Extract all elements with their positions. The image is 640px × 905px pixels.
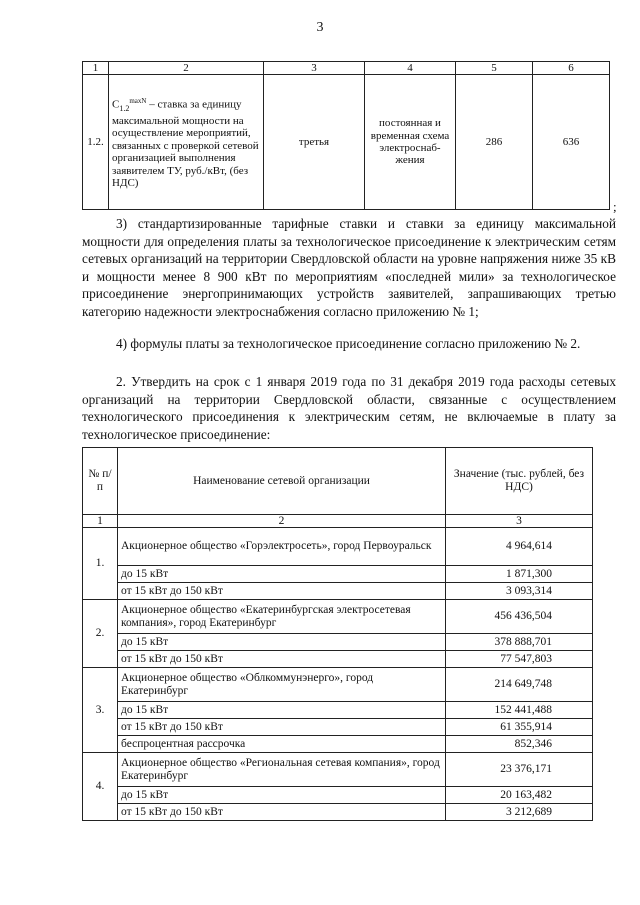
col-header-name: Наименование сетевой организации bbox=[118, 448, 446, 515]
col-num-2: 2 bbox=[109, 62, 264, 75]
col-num-3: 3 bbox=[264, 62, 365, 75]
col-num-1: 1 bbox=[83, 62, 109, 75]
rate-text: – ставка за единицу максимальной мощности на осуществление мероприятий, связанных с проверкой сетевой организацией выполнения заявителем ТУ, руб./кВт, (без НДС) bbox=[112, 98, 259, 189]
rates-table bbox=[82, 61, 610, 210]
table-row bbox=[83, 528, 593, 566]
row-label: до 15 кВт bbox=[118, 634, 446, 651]
row-number: 1.2. bbox=[83, 75, 109, 210]
expenses-table bbox=[82, 447, 593, 821]
table-row bbox=[83, 787, 593, 804]
table-row bbox=[83, 75, 610, 210]
paragraph-3: 3) стандартизированные тарифные ставки и ставки за единицу максимальной мощности для определения платы за технологическое присоединение к электрическим сетям сетевых организаций на территории Свердловской области на уровне напряжения ниже 35 кВ и мощности менее 8 900 кВт по мероприятиям «последней мили» за технологическое присоединение энергопринимающих устройств заявителей, запрашивающих третью категорию надежности электроснабжения согласно приложению № 1; bbox=[82, 216, 616, 319]
row-label: от 15 кВт до 150 кВт bbox=[118, 583, 446, 600]
org-number: 4. bbox=[83, 753, 118, 821]
rate-superscript: maxN bbox=[129, 96, 147, 105]
org-total: 4 964,614 bbox=[446, 528, 593, 566]
column-numbers-row bbox=[83, 515, 593, 528]
row-label: беспроцентная рассрочка bbox=[118, 736, 446, 753]
col-num-1: 1 bbox=[83, 515, 118, 528]
org-name: Акционерное общество «Облкоммунэнерго», город Екатеринбург bbox=[118, 668, 446, 702]
row-label: от 15 кВт до 150 кВт bbox=[118, 651, 446, 668]
row-value: 3 212,689 bbox=[446, 804, 593, 821]
row-value: 3 093,314 bbox=[446, 583, 593, 600]
table-row bbox=[83, 719, 593, 736]
row-value: 61 355,914 bbox=[446, 719, 593, 736]
row-label: от 15 кВт до 150 кВт bbox=[118, 804, 446, 821]
org-name: Акционерное общество «Горэлектросеть», город Первоуральск bbox=[118, 528, 446, 566]
paragraph-4: 4) формулы платы за технологическое присоединение согласно приложению № 2. bbox=[116, 336, 581, 351]
org-total: 214 649,748 bbox=[446, 668, 593, 702]
table-row bbox=[83, 736, 593, 753]
table-row bbox=[83, 566, 593, 583]
org-total: 23 376,171 bbox=[446, 753, 593, 787]
row-label: до 15 кВт bbox=[118, 702, 446, 719]
paragraph-decision-2: 2. Утвердить на срок с 1 января 2019 года по 31 декабря 2019 года расходы сетевых организаций на территории Свердловской области, связанные с осуществлением технологического присоединения к электрическим сетям, не включаемые в плату за технологическое присоединение: bbox=[82, 374, 616, 442]
org-number: 3. bbox=[83, 668, 118, 753]
supply-scheme: постоянная и временная схема электроснаб-жения bbox=[365, 75, 456, 210]
rate-symbol: C bbox=[112, 98, 120, 111]
col-header-no: № п/п bbox=[83, 448, 118, 515]
row-label: до 15 кВт bbox=[118, 787, 446, 804]
org-number: 2. bbox=[83, 600, 118, 668]
semicolon: ; bbox=[613, 199, 617, 214]
org-number: 1. bbox=[83, 528, 118, 600]
table-row bbox=[83, 583, 593, 600]
table-header-row bbox=[83, 62, 610, 75]
col-header-value: Значение (тыс. рублей, без НДС) bbox=[446, 448, 593, 515]
org-name: Акционерное общество «Екатеринбургская электросетевая компания», город Екатеринбург bbox=[118, 600, 446, 634]
row-value: 20 163,482 bbox=[446, 787, 593, 804]
rate-subscript: 1.2 bbox=[119, 103, 130, 113]
row-value: 152 441,488 bbox=[446, 702, 593, 719]
rate-value-1: 286 bbox=[456, 75, 533, 210]
table-row bbox=[83, 651, 593, 668]
row-value: 77 547,803 bbox=[446, 651, 593, 668]
rate-value-2: 636 bbox=[533, 75, 610, 210]
table-row bbox=[83, 702, 593, 719]
row-value: 1 871,300 bbox=[446, 566, 593, 583]
org-total: 456 436,504 bbox=[446, 600, 593, 634]
page-number: 3 bbox=[316, 20, 324, 35]
col-num-5: 5 bbox=[456, 62, 533, 75]
table-row bbox=[83, 600, 593, 634]
rate-description bbox=[109, 75, 264, 210]
table-row bbox=[83, 668, 593, 702]
table-row bbox=[83, 634, 593, 651]
col-num-2: 2 bbox=[118, 515, 446, 528]
org-name: Акционерное общество «Региональная сетевая компания», город Екатеринбург bbox=[118, 753, 446, 787]
row-value: 378 888,701 bbox=[446, 634, 593, 651]
table-header-row bbox=[83, 448, 593, 515]
col-num-4: 4 bbox=[365, 62, 456, 75]
row-value: 852,346 bbox=[446, 736, 593, 753]
row-label: до 15 кВт bbox=[118, 566, 446, 583]
table-row bbox=[83, 753, 593, 787]
table-row bbox=[83, 804, 593, 821]
col-num-3: 3 bbox=[446, 515, 593, 528]
row-label: от 15 кВт до 150 кВт bbox=[118, 719, 446, 736]
reliability-category: третья bbox=[264, 75, 365, 210]
col-num-6: 6 bbox=[533, 62, 610, 75]
